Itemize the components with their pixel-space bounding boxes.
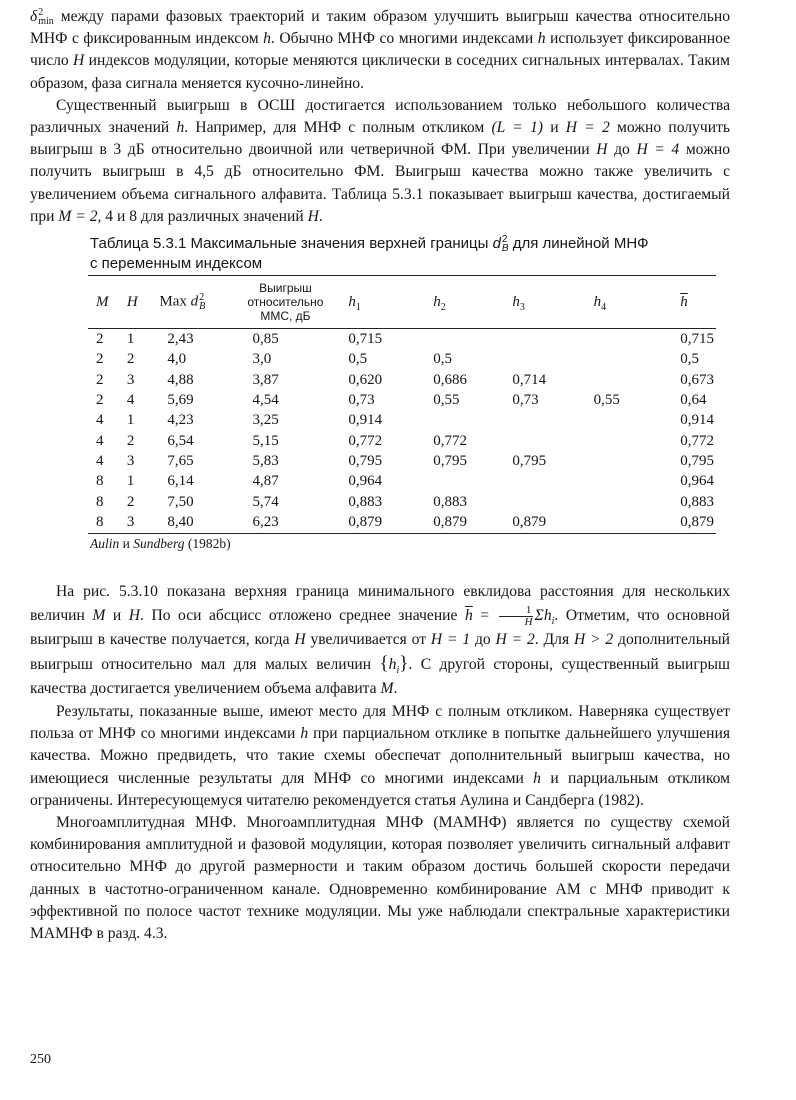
- table-row: [88, 411, 716, 431]
- col-M: M: [88, 276, 125, 329]
- table-cell: 0,85: [252, 330, 279, 347]
- p3-M-a: M: [380, 679, 394, 697]
- table-cell: 4: [96, 432, 104, 449]
- col-max-d-sub: B: [199, 301, 206, 313]
- table-cell: 2: [126, 493, 135, 510]
- table-cell: 4: [96, 412, 104, 429]
- table-cell: 2: [96, 330, 104, 347]
- table-cell: 2: [96, 351, 104, 368]
- p4-text-b: при парциальном отклике в попытке дальнейшего улучшения качества. Можно предвидеть, что такие схемы обеспечат дополнительный выигрыш качества, но имеющиеся численные результаты для МНФ со многими индексами: [30, 725, 730, 787]
- table-cell: 3,25: [252, 412, 279, 429]
- col-max-d: [157, 276, 232, 329]
- table-cell: [584, 349, 665, 369]
- col-hbar-symbol: $\overline{h}$: [680, 293, 688, 310]
- table-cell: 0,55: [433, 391, 460, 408]
- p2-text-h: .: [318, 207, 323, 225]
- col-gain-line1: Выигрыш: [259, 281, 312, 296]
- delta-sup: 2: [38, 7, 44, 19]
- table-cell: [584, 431, 665, 451]
- paragraph-2: [30, 95, 730, 228]
- caption-d: d: [492, 235, 501, 253]
- p3-H: H: [128, 606, 141, 624]
- delta-symbol: δ: [30, 8, 38, 25]
- table-row: [88, 472, 716, 492]
- p2-text-g: , 4 и 8 для различных значений: [97, 207, 308, 225]
- p2-h: h: [176, 119, 185, 137]
- col-max-d-symbol: d: [190, 293, 199, 310]
- p3-brace-right: }: [399, 652, 409, 674]
- page-number: 250: [30, 1052, 51, 1067]
- table-cell: 3: [126, 453, 135, 470]
- table-row: [88, 329, 716, 350]
- col-max-d-sup: 2: [199, 292, 205, 304]
- col-max-d-scripts: [199, 293, 205, 311]
- table-caption: [90, 234, 730, 274]
- p3-H-a: H: [294, 630, 306, 648]
- p3-text-c: . По оси абсцисс отложено среднее значение: [140, 606, 465, 624]
- col-h3-sub: 3: [519, 301, 525, 313]
- table-cell: 1: [126, 473, 135, 490]
- table-cell: 0,714: [512, 371, 547, 388]
- table-cell: [423, 411, 504, 431]
- table-cell: 0,795: [433, 453, 467, 470]
- table-cell: 0,883: [680, 493, 714, 510]
- table-cell: 5,69: [167, 391, 194, 408]
- table-cell: [504, 349, 583, 369]
- table-cell: [504, 492, 583, 512]
- table-cell: 0,73: [512, 391, 539, 408]
- table-cell: 4,87: [252, 473, 279, 490]
- p3-hbar: $\overline{h}$: [464, 606, 473, 624]
- table-cell: 4: [126, 391, 135, 408]
- table-cell: 0,715: [348, 330, 383, 347]
- table-cell: 6,14: [167, 473, 194, 490]
- table-cell: [423, 472, 504, 492]
- caption-text-b: для линейной МНФ: [508, 235, 649, 253]
- p3-text-g: . Для: [534, 630, 574, 648]
- table-cell: 0,914: [680, 412, 714, 429]
- col-h2-symbol: h: [433, 293, 441, 310]
- caption-d-sub: B: [501, 243, 509, 255]
- table-cell: 6,54: [167, 432, 194, 449]
- col-hbar: [664, 276, 716, 329]
- table-cell: 4,23: [167, 412, 194, 429]
- table-row: [88, 513, 716, 534]
- p3-frac-num: 1: [499, 605, 533, 617]
- table-cell: [584, 472, 665, 492]
- p3-hi: h: [388, 655, 397, 673]
- table-source: [90, 536, 730, 552]
- table-cell: 2: [96, 371, 104, 388]
- table-cell: 0,883: [348, 493, 383, 510]
- table-row: [88, 370, 716, 390]
- p4-h2: h: [533, 769, 541, 787]
- source-year: (1982b): [184, 535, 231, 551]
- table-cell: 0,879: [338, 513, 423, 534]
- p1-h2: h: [537, 30, 546, 48]
- table-cell: 0,914: [348, 412, 383, 429]
- table-cell: 4,54: [252, 391, 279, 408]
- p3-text-e: увеличивается от: [305, 630, 431, 648]
- table-cell: 8,40: [157, 513, 232, 534]
- p2-text-e: до: [607, 141, 637, 159]
- p2-H-a: H: [596, 141, 608, 159]
- table-row: [88, 390, 716, 410]
- col-gain: [232, 276, 338, 329]
- table-cell: 3: [126, 371, 135, 388]
- table-cell: 4,0: [167, 351, 187, 368]
- paragraph-3: [30, 580, 730, 701]
- table-cell: 0,879: [664, 513, 716, 534]
- table-cell: 2: [126, 351, 135, 368]
- table-cell: [423, 329, 504, 350]
- p3-brace-left: {: [379, 652, 389, 674]
- p1-text-c: использует фиксированное число: [30, 30, 730, 70]
- spacer: [30, 552, 730, 580]
- table-cell: 0,772: [433, 432, 467, 449]
- table-cell: 0,964: [680, 473, 714, 490]
- table-row: [88, 451, 716, 471]
- table-cell: 3,87: [252, 371, 279, 388]
- col-H: H: [125, 276, 158, 329]
- p1-h1: h: [263, 30, 271, 48]
- p2-text-a: Существенный выигрыш в ОСШ достигается использованием только небольшого количества различных значений: [30, 96, 730, 137]
- col-h4: [584, 276, 665, 329]
- p1-text-a: между парами фазовых траекторий и таким образом улучшить выигрыш качества относительно МНФ с фиксированным индексом: [30, 8, 730, 48]
- delta-sub: min: [38, 16, 54, 28]
- table-cell: [584, 411, 665, 431]
- table-cell: 0,5: [433, 351, 452, 368]
- table-body: [88, 329, 716, 534]
- p2-text-d: можно получить выигрыш в 3 дБ относительно двоичной или четверичной ФМ. При увеличении: [30, 119, 730, 159]
- p3-text-i: . С другой стороны, существенный выигрыш качества достигается увеличением объема алфавита: [30, 655, 730, 697]
- table-cell: 2: [126, 432, 135, 449]
- col-gain-line2: относительно: [247, 295, 324, 310]
- col-h2-sub: 2: [440, 301, 446, 313]
- table-cell: 4: [96, 453, 104, 470]
- table-cell: [504, 329, 583, 350]
- table-row: [88, 492, 716, 512]
- table-cell: [584, 451, 665, 471]
- col-h1-symbol: h: [348, 293, 356, 310]
- p3-sum: Σh: [534, 606, 552, 624]
- p3-sum-sub: i: [551, 616, 555, 628]
- col-h1-sub: 1: [355, 301, 361, 313]
- paragraph-5: [30, 812, 730, 945]
- p2-L-expr: (L = 1): [491, 119, 543, 137]
- table-cell: 0,686: [433, 371, 467, 388]
- p2-H-expr2: H = 4: [636, 141, 680, 159]
- results-table: [88, 275, 716, 534]
- table-cell: 0,772: [680, 432, 714, 449]
- col-h4-sub: 4: [601, 301, 607, 313]
- table-cell: [584, 370, 665, 390]
- table-cell: 3,0: [252, 351, 272, 368]
- table-cell: 8: [96, 473, 104, 490]
- p2-text-f: можно получить выигрыш в 4,5 дБ относительно ФМ. Выигрыш качества можно также увеличить с увеличением объема сигнального алфавита. Таблица 5.3.1 показывает выигрыш качества, достигаемый при: [30, 141, 731, 225]
- p3-fraction: [499, 605, 533, 628]
- caption-d-sup: 2: [501, 234, 508, 246]
- table-row: [88, 349, 716, 369]
- p3-text-j: .: [393, 679, 398, 697]
- table-cell: 2,43: [167, 330, 194, 347]
- p3-H-expr2: H = 2: [495, 630, 535, 648]
- p3-H-expr1: H = 1: [430, 630, 471, 648]
- page-body: [30, 6, 730, 945]
- table-cell: 6,23: [232, 513, 338, 534]
- table-cell: 2: [96, 391, 104, 408]
- p3-text-a: На рис. 5.3.10 показана верхняя граница минимального евклидова расстояния для нескольких величин: [30, 582, 730, 624]
- p2-text-b: . Например, для МНФ с полным откликом: [184, 119, 492, 137]
- table-cell: 0,64: [680, 391, 707, 408]
- caption-d-scripts: [502, 235, 509, 253]
- p1-text-b: . Обычно МНФ со многими индексами: [270, 30, 538, 48]
- table-cell: 8: [96, 493, 104, 510]
- table-cell: 0,772: [348, 432, 383, 449]
- col-max-label: Max: [159, 293, 191, 310]
- table-cell: [584, 492, 665, 512]
- table-cell: 0,879: [423, 513, 504, 534]
- p4-h1: h: [300, 725, 309, 743]
- table-cell: [504, 431, 583, 451]
- table-cell: 0,715: [680, 330, 714, 347]
- paragraph-1: [30, 6, 730, 95]
- table-cell: 0,795: [348, 453, 383, 470]
- table-cell: [504, 411, 583, 431]
- p3-eq: =: [472, 606, 497, 624]
- table-cell: 1: [126, 412, 135, 429]
- col-h2: [423, 276, 504, 329]
- table-cell: 8: [88, 513, 125, 534]
- p1-text-d: индексов модуляции, которые меняются циклически в соседних сигнальных интервалах. Таким образом, фаза сигнала меняется кусочно-линейно.: [30, 52, 730, 92]
- paragraph-4: [30, 701, 730, 812]
- table-cell: 0,883: [433, 493, 467, 510]
- source-author-2: Sundberg: [133, 535, 185, 551]
- table-cell: 1: [126, 330, 135, 347]
- table-cell: 0,879: [504, 513, 583, 534]
- p3-text-f: до: [470, 630, 496, 648]
- col-h1: [338, 276, 423, 329]
- caption-line-2: с переменным индексом: [90, 255, 263, 273]
- p2-M-expr: M = 2: [58, 207, 98, 225]
- table-cell: 0,673: [680, 371, 714, 388]
- p2-text-c: и: [543, 119, 566, 137]
- table-cell: 5,83: [252, 453, 279, 470]
- p3-H-expr3: H > 2: [573, 630, 614, 648]
- table-cell: 5,15: [252, 432, 279, 449]
- p5-text: Многоамплитудная МНФ. Многоамплитудная МНФ (МАМНФ) является по существу схемой комбинирования амплитудной и фазовой модуляции, которая позволяет увеличить сигнальный алфавит относительно МНФ до другой размерности и таким образом достичь большей скорости передачи данных в частотно-ограниченном канале. Одновременно комбинирование АМ с МНФ приводит к эффективной по полосе частот технике модуляции. Мы уже наблюдали спектральные характеристики МАМНФ в разд. 4.3.: [30, 813, 730, 942]
- p3-M: M: [92, 606, 106, 624]
- table-row: [88, 431, 716, 451]
- table-cell: 4,88: [167, 371, 194, 388]
- table-header-row: [88, 276, 716, 329]
- p3-frac-den: H: [524, 615, 533, 628]
- col-h3-symbol: h: [512, 293, 520, 310]
- p3-text-h: дополнительный выигрыш относительно мал для малых величин: [30, 630, 730, 673]
- caption-text-a: Таблица 5.3.1 Максимальные значения верхней границы: [90, 235, 493, 253]
- table-cell: [584, 513, 665, 534]
- p3-hi-sub: i: [396, 665, 400, 677]
- table-cell: 0,55: [593, 391, 620, 408]
- col-h3: [504, 276, 583, 329]
- table-cell: 0,5: [348, 351, 368, 368]
- p2-H-expr1: H = 2: [565, 119, 610, 137]
- table-cell: 0,964: [348, 473, 383, 490]
- col-gain-line3: ММС, дБ: [260, 309, 311, 324]
- table-cell: 3: [125, 513, 158, 534]
- table-cell: 0,620: [348, 371, 383, 388]
- p3-text-b: и: [105, 606, 129, 624]
- source-author-1: Aulin: [90, 535, 120, 551]
- p4-text-c: и парциальным откликом ограничены. Интересующемуся читателю рекомендуется статья Аулина и Сандберга (1982).: [30, 769, 731, 809]
- table-cell: 0,795: [680, 453, 714, 470]
- table-cell: 0,73: [348, 391, 375, 408]
- p3-text-d: . Отметим, что основной выигрыш в качестве получается, когда: [30, 606, 730, 648]
- table-cell: 0,5: [680, 351, 699, 368]
- p4-text-a: Результаты, показанные выше, имеют место для МНФ с полным откликом. Наверняка существует польза от МНФ со многими индексами: [30, 702, 730, 743]
- table-cell: [504, 472, 583, 492]
- table-cell: 7,65: [167, 453, 194, 470]
- table-cell: 5,74: [252, 493, 279, 510]
- table-cell: [584, 329, 665, 350]
- p1-H1: H: [73, 52, 85, 70]
- source-and: и: [119, 535, 134, 551]
- delta-scripts: [38, 8, 54, 26]
- p2-H-b: H: [307, 207, 319, 225]
- table-cell: 0,795: [512, 453, 547, 470]
- col-h4-symbol: h: [593, 293, 602, 310]
- table-cell: 7,50: [167, 493, 194, 510]
